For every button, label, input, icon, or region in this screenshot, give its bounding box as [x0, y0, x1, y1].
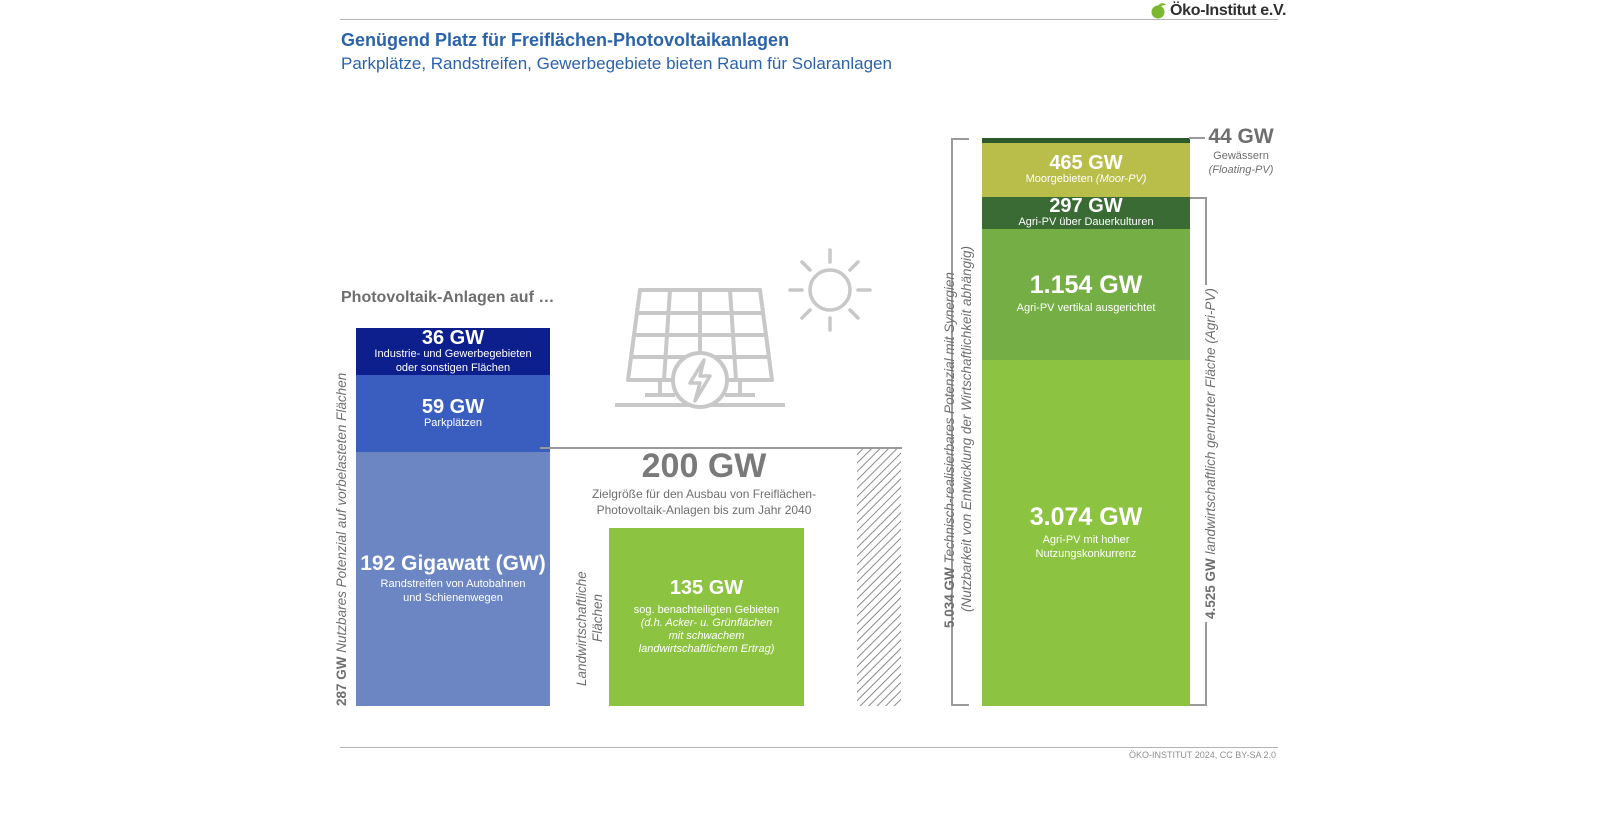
segment-desc: oder sonstigen Flächen	[395, 361, 511, 374]
segment-desc: Nutzungskonkurrenz	[1035, 547, 1137, 560]
mid-axis-line: Flächen	[590, 593, 605, 642]
bar-segment-industry	[356, 328, 550, 375]
bar-segment-vertical	[982, 229, 1190, 360]
solar-panel-icon	[610, 245, 880, 420]
bar-segment-roadside	[356, 452, 550, 706]
segment-desc: mit schwachem	[668, 630, 745, 642]
left-axis-text: Nutzbares Potenzial auf vorbelasteten Flächen	[334, 372, 349, 653]
segment-desc-italic: (Moor-PV)	[1095, 173, 1147, 186]
segment-value: 192 Gigawatt (GW)	[360, 552, 546, 576]
bar-segment-permanent-crops	[982, 197, 1190, 229]
segment-value: 465 GW	[1049, 152, 1123, 175]
segment-value: 3.074 GW	[1029, 503, 1143, 532]
segment-desc: sog. benachteiligten Gebieten	[633, 603, 780, 616]
left-axis-label	[333, 373, 350, 706]
right-axis-value: 5.034 GW	[942, 567, 957, 628]
right-axis-label	[941, 246, 975, 628]
bar-segment-moor	[982, 143, 1190, 197]
target-desc-line: Zielgröße für den Ausbau von Freiflächen-	[591, 487, 817, 501]
segment-desc: und Schienenwegen	[403, 591, 503, 604]
water-value: 44 GW	[1208, 125, 1274, 148]
segment-desc: Agri-PV mit hoher	[1042, 534, 1130, 547]
target-desc-line: Photovoltaik-Anlagen bis zum Jahr 2040	[596, 502, 812, 517]
agri-axis-value: 4.525 GW	[1203, 558, 1218, 619]
segment-value: 135 GW	[669, 576, 744, 599]
segment-desc: landwirtschaftlichem Ertrag)	[638, 643, 775, 656]
bar-segment-parking	[356, 375, 550, 452]
bar-segment-disadvantaged	[609, 528, 804, 706]
segment-desc: Agri-PV vertikal ausgerichtet	[1016, 302, 1156, 315]
segment-value: 36 GW	[421, 327, 485, 350]
footer-credit: ÖKO-INSTITUT 2024, CC BY-SA 2.0	[1128, 750, 1276, 760]
bottom-divider	[340, 747, 1278, 748]
segment-value: 1.154 GW	[1029, 271, 1143, 300]
right-axis-line: (Nutzbarkeit von Entwicklung der Wirtschaftlichkeit abhängig)	[959, 245, 974, 612]
segment-desc: Parkplätzen	[423, 416, 483, 429]
mid-axis-line: Landwirtschaftliche	[574, 571, 589, 686]
segment-desc: Agri-PV über Dauerkulturen	[1018, 216, 1154, 229]
page-title: Genügend Platz für Freiflächen-Photovoltaikanlagen	[341, 30, 790, 50]
segment-desc: Moorgebieten	[1025, 173, 1093, 186]
hatched-gap	[857, 449, 901, 706]
segment-desc: Randstreifen von Autobahnen	[380, 578, 526, 591]
agri-axis-text: landwirtschaftlich genutzter Fläche (Agri-PV)	[1203, 288, 1218, 555]
logo	[1150, 2, 1286, 20]
page-subtitle: Parkplätze, Randstreifen, Gewerbegebiete bieten Raum für Solaranlagen	[341, 54, 892, 73]
mid-axis-label	[574, 571, 606, 686]
top-divider	[340, 19, 1278, 20]
segment-value: 297 GW	[1049, 195, 1123, 218]
segment-desc: Industrie- und Gewerbegebieten	[374, 348, 532, 361]
bar-segment-high-competition	[982, 360, 1190, 706]
logo-text: Öko-Institut e.V.	[1170, 2, 1287, 19]
water-note	[1196, 126, 1286, 178]
water-desc: Gewässern	[1213, 150, 1269, 162]
target-desc	[549, 487, 859, 518]
target-value: 200 GW	[641, 447, 767, 485]
left-axis-value: 287 GW	[334, 656, 349, 706]
section-label: Photovoltaik-Anlagen auf …	[341, 289, 555, 306]
segment-value: 59 GW	[421, 395, 485, 418]
leaf-logo-icon	[1150, 2, 1168, 20]
right-axis-line: Technisch-realisierbares Potenzial mit Synergien	[942, 272, 957, 564]
water-desc: (Floating-PV)	[1208, 163, 1274, 176]
agri-axis-label	[1202, 285, 1219, 622]
segment-desc: (d.h. Acker- u. Grünflächen	[640, 616, 773, 629]
